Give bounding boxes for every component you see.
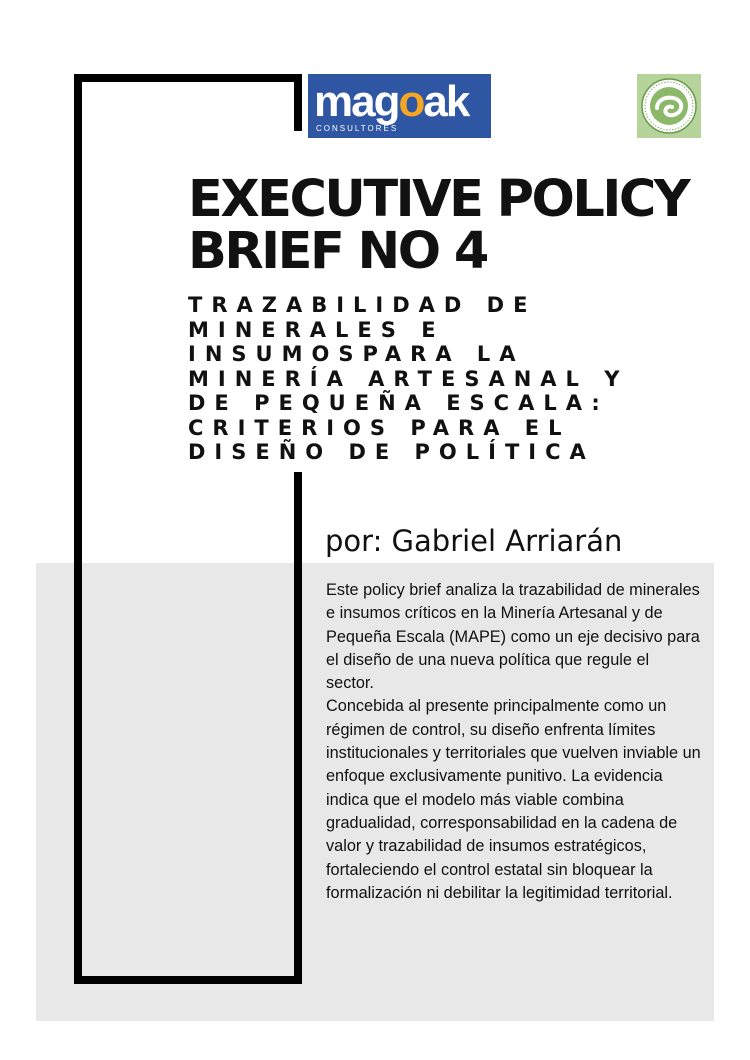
magoak-logo-wordmark (314, 78, 468, 126)
frame-line-top (74, 74, 302, 82)
abstract-text (326, 579, 701, 905)
logo-word-part1: mag (314, 77, 399, 126)
magoak-consultores-logo (308, 74, 491, 138)
abstract-paragraph: Concebida al presente principalmente como un régimen de control, su diseño enfrenta límites institucionales y territoriales que vuelven inviable un enfoque exclusivamente punitivo. La evidencia indica que el modelo más viable combina gradualidad, corresponsabilidad en la cadena de valor y trazabilidad de insumos estratégicos, fortaleciendo el control estatal sin bloquear la formalización ni debilitar la legitimidad territorial. (326, 697, 701, 902)
logo-word-part2: ak (423, 77, 469, 126)
magoak-logo-subtitle: CONSULTORES (316, 124, 399, 133)
logo-word-accent: o (398, 77, 424, 126)
seal-logo (637, 74, 701, 138)
page-title: EXECUTIVE POLICY BRIEF NO 4 (188, 170, 689, 281)
frame-line-right-top (294, 74, 302, 131)
frame-line-left (74, 74, 82, 984)
green-spiral-seal-icon (637, 74, 701, 138)
frame-line-bottom (74, 976, 302, 984)
page-subtitle: TRAZABILIDAD DE MINERALES E INSUMOSPARA LA MINERÍA ARTESANAL Y DE PEQUEÑA ESCALA: CRITERIOS PARA EL DISEÑO DE POLÍTICA (188, 293, 629, 464)
author-byline: por: Gabriel Arriarán (325, 524, 623, 558)
frame-line-right-bottom (294, 472, 302, 984)
abstract-paragraph: Este policy brief analiza la trazabilidad de minerales e insumos críticos en la Minería Artesanal y de Pequeña Escala (MAPE) como un eje decisivo para el diseño de una nueva política que regule el sector. (326, 581, 700, 693)
